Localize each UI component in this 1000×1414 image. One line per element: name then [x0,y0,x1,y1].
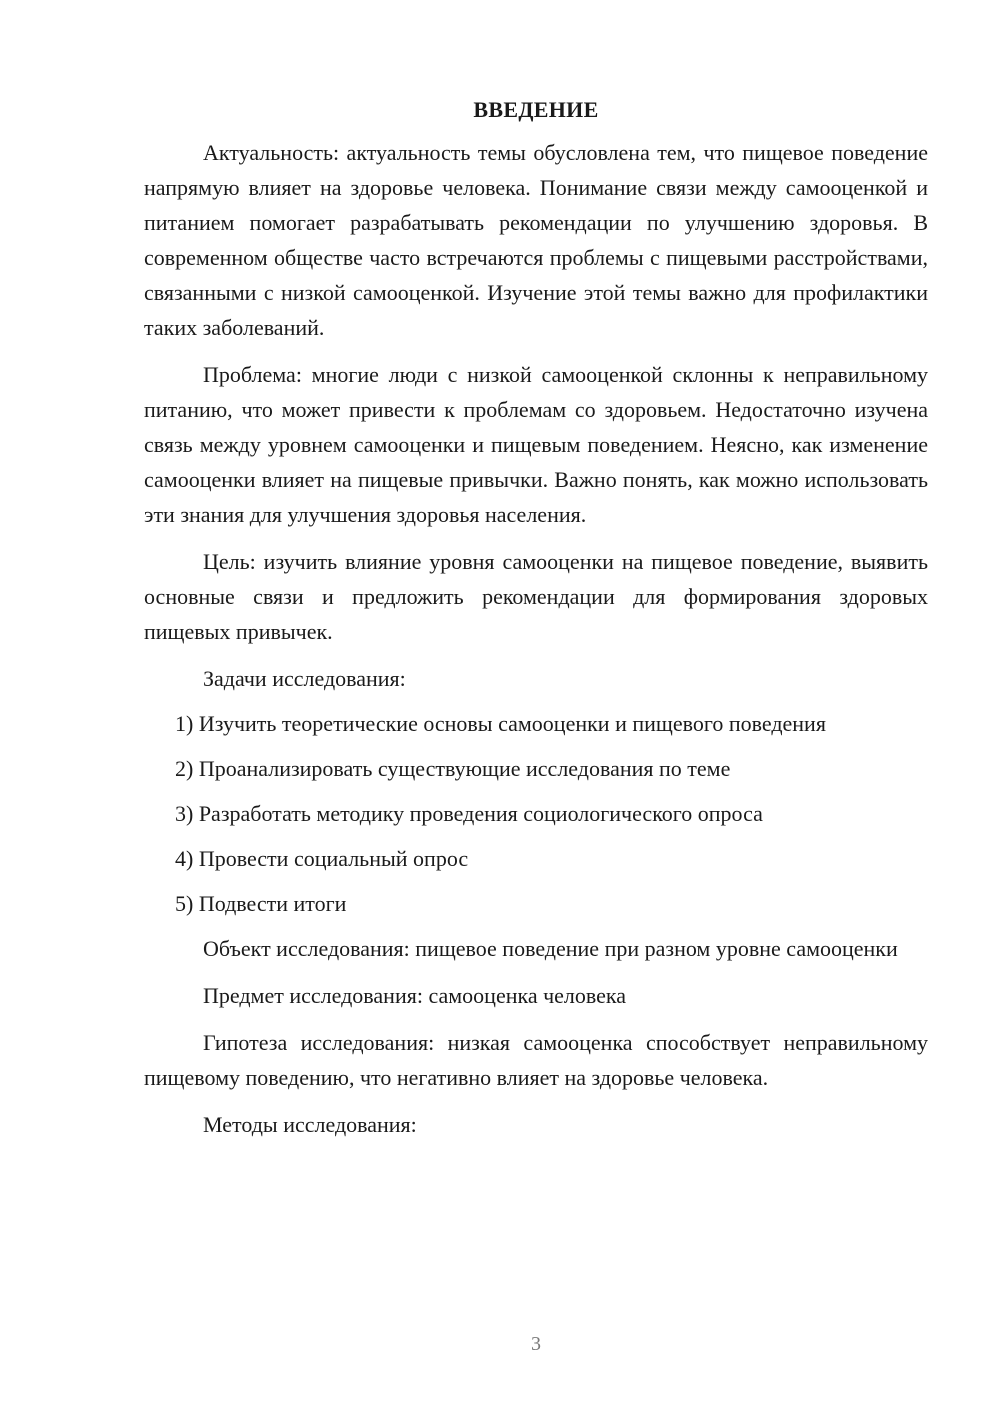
tasks-title: Задачи исследования: [203,666,406,691]
paragraph-goal: Цель: изучить влияние уровня самооценки на пищевое поведение, выявить основные связи и предложить рекомендации для формирования здоровых пищевых привычек. [144,549,928,644]
paragraph-relevance: Актуальность: актуальность темы обусловлена тем, что пищевое поведение напрямую влияет на здоровье человека. Понимание связи между самооценкой и питанием помогает разрабатывать рекомендации по улучшению здоровья. В современном обществе часто встречаются проблемы с пищевыми расстройствами, связанными с низкой самооценкой. Изучение этой темы важно для профилактики таких заболеваний. [144,140,928,340]
task-item-1: 1) Изучить теоретические основы самооценки и пищевого поведения [175,711,826,736]
task-item-4: 4) Провести социальный опрос [175,846,469,871]
paragraph-hypothesis: Гипотеза исследования: низкая самооценка способствует неправильному пищевому поведению, что негативно влияет на здоровье человека. [144,1030,928,1090]
page-number: 3 [531,1333,541,1355]
task-item-3: 3) Разработать методику проведения социологического опроса [175,801,763,826]
paragraph-subject: Предмет исследования: самооценка человека [203,983,627,1008]
methods-title: Методы исследования: [203,1112,417,1137]
paragraph-object: Объект исследования: пищевое поведение при разном уровне самооценки [203,936,898,961]
section-heading: ВВЕДЕНИЕ [473,97,599,122]
task-item-5: 5) Подвести итоги [175,891,347,916]
tasks-list [144,706,928,921]
document-body [144,92,928,1142]
paragraph-problem: Проблема: многие люди с низкой самооценкой склонны к неправильному питанию, что может привести к проблемам со здоровьем. Недостаточно изучена связь между уровнем самооценки и пищевым поведением. Неясно, как изменение самооценки влияет на пищевые привычки. Важно понять, как можно использовать эти знания для улучшения здоровья населения. [144,362,928,527]
task-item-2: 2) Проанализировать существующие исследования по теме [175,756,731,781]
